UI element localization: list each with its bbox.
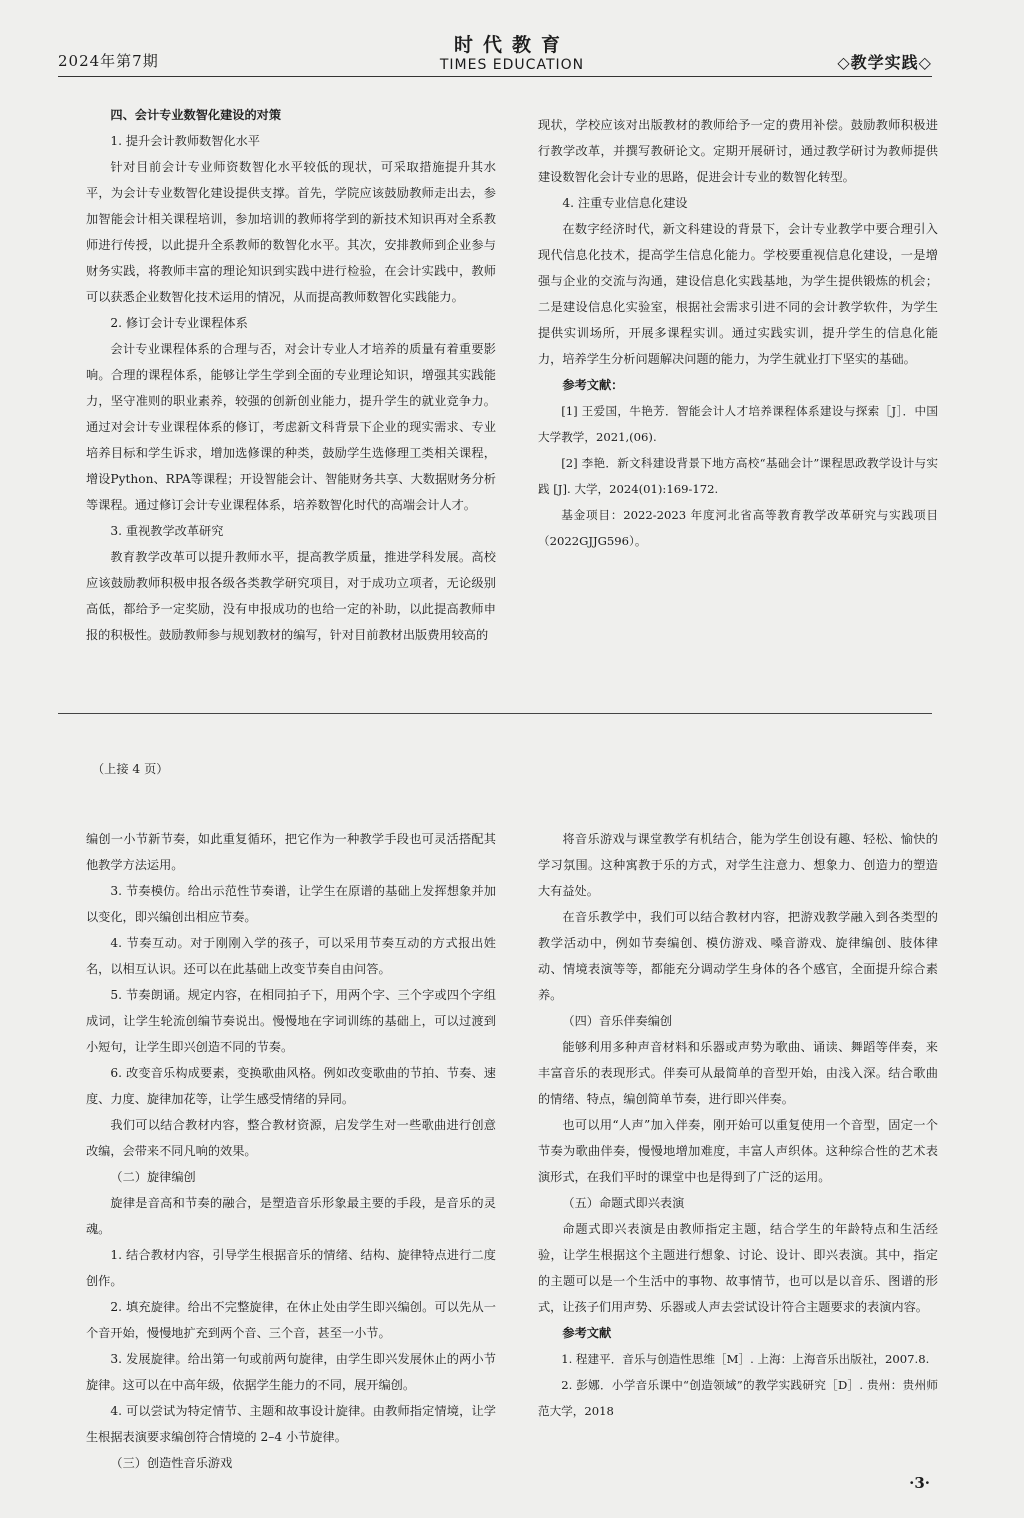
subsection-heading: （二）旋律编创 <box>110 1170 196 1184</box>
subsection-heading: 2. 修订会计专业课程体系 <box>110 316 248 330</box>
paragraph: 在音乐教学中，我们可以结合教材内容，把游戏教学融入到各类型的教学活动中，例如节奏编创、模仿游戏、嗓音游戏、旋律编创、肢体律动、情境表演等等，都能充分调动学生身体的各个感官，全面提升综合素养。 <box>538 910 938 1002</box>
paragraph: 教育教学改革可以提升教师水平，提高教学质量，推进学科发展。高校应该鼓励教师积极申报各级各类教学研究项目，对于成功立项者，无论级别高低，都给予一定奖励，没有申报成功的也给一定的补助，以此提高教师申报的积极性。鼓励教师参与规划教材的编写，针对目前教材出版费用较高的 <box>86 550 496 642</box>
paragraph: 5. 节奏朗诵。规定内容，在相同拍子下，用两个字、三个字或四个字组成词，让学生轮流创编节奏说出。慢慢地在字词训练的基础上，可以过渡到小短句，让学生即兴创造不同的节奏。 <box>86 988 496 1054</box>
paragraph: 2. 填充旋律。给出不完整旋律，在休止处由学生即兴编创。可以先从一个音开始，慢慢地扩充到两个音、三个音，甚至一小节。 <box>86 1300 496 1340</box>
issue-label: 2024年第7期 <box>58 52 159 70</box>
paragraph: 编创一小节新节奏，如此重复循环，把它作为一种教学手段也可灵活搭配其他教学方法运用。 <box>86 832 496 872</box>
journal-title-cn: 时代教育 <box>453 34 570 56</box>
article-top-right-column <box>538 112 938 554</box>
reference-item: [2] 李艳．新文科建设背景下地方高校“基础会计”课程思政教学设计与实践 [J]. 大学，2024(01):169-172. <box>538 456 938 496</box>
journal-masthead <box>330 34 694 74</box>
article-bottom-right-column <box>538 826 938 1424</box>
subsection-heading: 3. 重视教学改革研究 <box>110 524 224 538</box>
subsection-heading: （五）命题式即兴表演 <box>562 1196 685 1210</box>
header-rule <box>58 76 932 77</box>
subsection-heading: 4. 注重专业信息化建设 <box>562 196 688 210</box>
paragraph: 旋律是音高和节奏的融合，是塑造音乐形象最主要的手段，是音乐的灵魂。 <box>86 1196 496 1236</box>
paragraph: 3. 节奏模仿。给出示范性节奏谱，让学生在原谱的基础上发挥想象并加以变化，即兴编创出相应节奏。 <box>86 884 496 924</box>
article-top-left-column <box>86 102 496 648</box>
section-heading: 参考文献 <box>562 1326 612 1340</box>
paragraph: 现状，学校应该对出版教材的教师给予一定的费用补偿。鼓励教师积极进行教学改革，并撰写教研论文。定期开展研讨，通过教学研讨为教师提供建设数智化会计专业的思路，促进会计专业的数智化转型。 <box>538 118 938 184</box>
section-heading: 参考文献： <box>562 378 624 392</box>
paragraph: 会计专业课程体系的合理与否，对会计专业人才培养的质量有着重要影响。合理的课程体系，能够让学生学到全面的专业理论知识，增强其实践能力，坚守准则的职业素养，较强的创新创业能力，提升学生的就业竞争力。通过对会计专业课程体系的修订，考虑新文科背景下企业的现实需求、专业培养目标和学生诉求，增加选修课的种类，鼓励学生选修理工类相关课程，增设Python、RPA等课程；开设智能会计、智能财务共享、大数据财务分析等课程。通过修订会计专业课程体系，培养数智化时代的高端会计人才。 <box>86 342 496 512</box>
continued-note: （上接 4 页） <box>92 762 169 776</box>
reference-item: 1. 程建平．音乐与创造性思维［M］. 上海：上海音乐出版社，2007.8. <box>561 1352 930 1366</box>
reference-item: [1] 王爱国，牛艳芳．智能会计人才培养课程体系建设与探索［J］．中国大学教学，2021,(06). <box>538 404 938 444</box>
section-heading: 四、会计专业数智化建设的对策 <box>110 108 282 122</box>
section-divider <box>58 713 932 714</box>
paragraph: 针对目前会计专业师资数智化水平较低的现状，可采取措施提升其水平，为会计专业数智化建设提供支撑。首先，学院应该鼓励教师走出去，参加智能会计相关课程培训，参加培训的教师将学到的新技术知识再对全系教师进行传授，以此提升全系教师的数智化水平。其次，安排教师到企业参与财务实践，将教师丰富的理论知识到实践中进行检验，在会计实践中，教师可以获悉企业数智化技术运用的情况，从而提高教师数智化实践能力。 <box>86 160 496 304</box>
subsection-heading: 1. 提升会计教师数智化水平 <box>110 134 260 148</box>
reference-item: 基金项目：2022-2023 年度河北省高等教育教学改革研究与实践项目（2022GJJG596）。 <box>538 508 938 548</box>
paragraph: 也可以用“人声”加入伴奏，刚开始可以重复使用一个音型，固定一个节奏为歌曲伴奏，慢慢地增加难度，丰富人声织体。这种综合性的艺术表演形式，在我们平时的课堂中也是得到了广泛的运用。 <box>538 1118 938 1184</box>
paragraph: 4. 可以尝试为特定情节、主题和故事设计旋律。由教师指定情境，让学生根据表演要求编创符合情境的 2–4 小节旋律。 <box>86 1404 496 1444</box>
subsection-heading: （四）音乐伴奏编创 <box>562 1014 673 1028</box>
paragraph: 1. 结合教材内容，引导学生根据音乐的情绪、结构、旋律特点进行二度创作。 <box>86 1248 496 1288</box>
paragraph: 6. 改变音乐构成要素，变换歌曲风格。例如改变歌曲的节拍、节奏、速度、力度、旋律加花等，让学生感受情绪的异同。 <box>86 1066 496 1106</box>
subsection-heading: （三）创造性音乐游戏 <box>110 1456 233 1470</box>
page-number: ·3· <box>909 1474 930 1492</box>
journal-title-en: TIMES EDUCATION <box>439 57 585 73</box>
page-header <box>0 0 1024 110</box>
column-label: ◇教学实践◇ <box>837 53 932 72</box>
paragraph: 4. 节奏互动。对于刚刚入学的孩子，可以采用节奏互动的方式报出姓名，以相互认识。还可以在此基础上改变节奏自由问答。 <box>86 936 496 976</box>
paragraph: 命题式即兴表演是由教师指定主题，结合学生的年龄特点和生活经验，让学生根据这个主题进行想象、讨论、设计、即兴表演。其中，指定的主题可以是一个生活中的事物、故事情节，也可以是以音乐、图谱的形式，让孩子们用声势、乐器或人声去尝试设计符合主题要求的表演内容。 <box>538 1222 938 1314</box>
paragraph: 将音乐游戏与课堂教学有机结合，能为学生创设有趣、轻松、愉快的学习氛围。这种寓教于乐的方式，对学生注意力、想象力、创造力的塑造大有益处。 <box>538 832 938 898</box>
paragraph: 我们可以结合教材内容，整合教材资源，启发学生对一些歌曲进行创意改编，会带来不同凡响的效果。 <box>86 1118 496 1158</box>
reference-item: 2. 彭娜．小学音乐课中“创造领域”的教学实践研究［D］. 贵州：贵州师范大学，2018 <box>538 1378 938 1418</box>
article-bottom-left-column <box>86 826 496 1476</box>
paragraph: 能够利用多种声音材料和乐器或声势为歌曲、诵读、舞蹈等伴奏，来丰富音乐的表现形式。伴奏可从最简单的音型开始，由浅入深。结合歌曲的情绪、特点，编创简单节奏，进行即兴伴奏。 <box>538 1040 938 1106</box>
paragraph: 在数字经济时代，新文科建设的背景下，会计专业教学中要合理引入现代信息化技术，提高学生信息化能力。学校要重视信息化建设，一是增强与企业的交流与沟通，建设信息化实践基地，为学生提供锻炼的机会；二是建设信息化实验室，根据社会需求引进不同的会计教学软件，为学生提供实训场所，开展多课程实训。通过实践实训，提升学生的信息化能力，培养学生分析问题解决问题的能力，为学生就业打下坚实的基础。 <box>538 222 938 366</box>
paragraph: 3. 发展旋律。给出第一句或前两句旋律，由学生即兴发展休止的两小节旋律。这可以在中高年级，依据学生能力的不同，展开编创。 <box>86 1352 496 1392</box>
